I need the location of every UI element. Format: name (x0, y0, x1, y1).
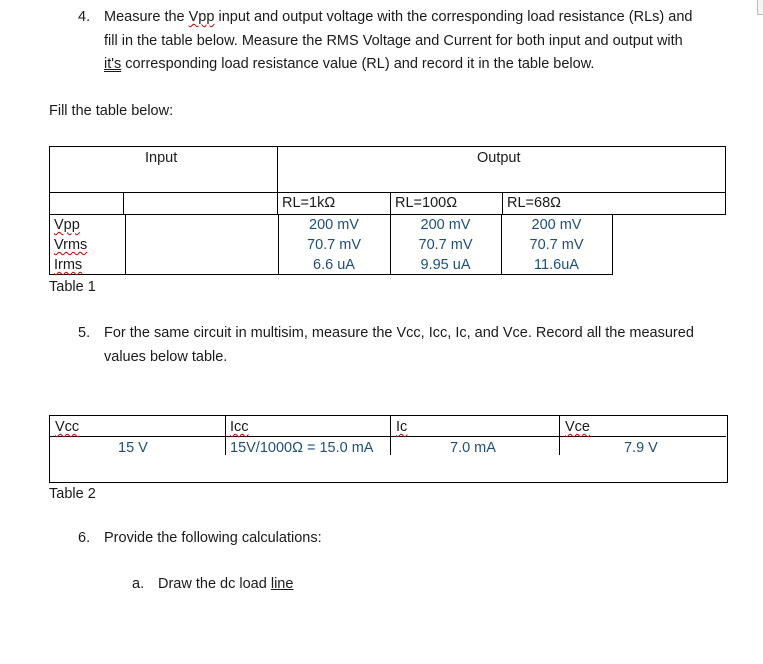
table2-header-icc: Icc (230, 419, 249, 435)
table1-rl-1k-header: RL=1kΩ (282, 195, 336, 211)
table2-divider (225, 415, 226, 455)
table1-output-header: Output (477, 150, 521, 166)
table1-rl-header-cell (278, 193, 391, 215)
q4-its-word: it's (104, 56, 122, 72)
table1-cell: 70.7 mV (307, 237, 361, 253)
table2-value-vce: 7.9 V (624, 440, 658, 456)
q4-line-3 (104, 54, 594, 74)
table2-value-ic: 7.0 mA (450, 440, 496, 456)
table2-caption: Table 2 (49, 486, 96, 502)
table1-row-label-irms: Irms (54, 257, 83, 273)
table-1 (49, 146, 726, 215)
table1-cell: 200 mV (309, 217, 359, 233)
fill-table-label: Fill the table below: (49, 103, 174, 119)
q4-line-3-end: corresponding load resistance value (RL) and record it in the table below. (121, 56, 595, 72)
table1-caption: Table 1 (49, 279, 96, 295)
q4-line-1-start: Measure the (104, 9, 189, 25)
q4-line-1 (104, 7, 692, 27)
table1-output-header-cell (278, 147, 726, 193)
q6a-text (158, 574, 293, 594)
q4-vpp-word: Vpp (188, 9, 215, 25)
q5-line-2: values below table. (104, 349, 228, 365)
q6-number: 6. (78, 530, 91, 546)
table1-rl-header-cell (503, 193, 726, 215)
table2-divider (559, 415, 560, 455)
q6-text: Provide the following calculations: (104, 530, 322, 546)
table1-cell: 11.6uA (534, 257, 579, 273)
table1-rl-68-header: RL=68Ω (507, 195, 561, 211)
table1-row-label-vrms: Vrms (54, 237, 88, 253)
q4-line-1-end: input and output voltage with the corresponding load resistance (RLs) and (214, 9, 693, 25)
table1-cell: 70.7 mV (529, 237, 584, 253)
table1-blank-column (124, 214, 279, 274)
q6a-line-word: line (270, 576, 294, 592)
page-edge-scroll-hint (757, 0, 763, 15)
table1-cell: 200 mV (531, 217, 582, 233)
table1-row-label-vpp: Vpp (54, 217, 80, 233)
table1-cell: 70.7 mV (418, 237, 473, 253)
table1-cell: 6.6 uA (313, 257, 355, 273)
q4-number: 4. (78, 9, 91, 25)
table2-header-vcc: Vcc (55, 419, 80, 435)
table1-rl-100-header: RL=100Ω (395, 195, 458, 211)
table2-header-rule (49, 436, 726, 437)
q5-line-1: For the same circuit in multisim, measure the Vcc, Icc, Ic, and Vce. Record all the measured (104, 325, 694, 341)
q6a-text-start: Draw the dc load (158, 576, 271, 592)
table1-empty-cell (124, 193, 278, 215)
table2-divider (390, 415, 391, 455)
table1-input-header: Input (145, 150, 178, 166)
table1-empty-cell (50, 193, 124, 215)
table1-cell: 200 mV (420, 217, 471, 233)
table2-value-icc: 15V/1000Ω = 15.0 mA (230, 440, 374, 456)
q6a-letter: a. (132, 576, 145, 592)
table2-value-vcc: 15 V (118, 440, 148, 456)
q4-line-2: fill in the table below. Measure the RMS Voltage and Current for both input and output with (104, 33, 683, 49)
table1-rl-header-cell (391, 193, 503, 215)
table1-cell: 9.95 uA (420, 257, 471, 273)
table2-header-ic: Ic (396, 419, 408, 435)
q5-number: 5. (78, 325, 91, 341)
table2-header-vce: Vce (565, 419, 590, 435)
table1-input-header-cell (50, 147, 278, 193)
